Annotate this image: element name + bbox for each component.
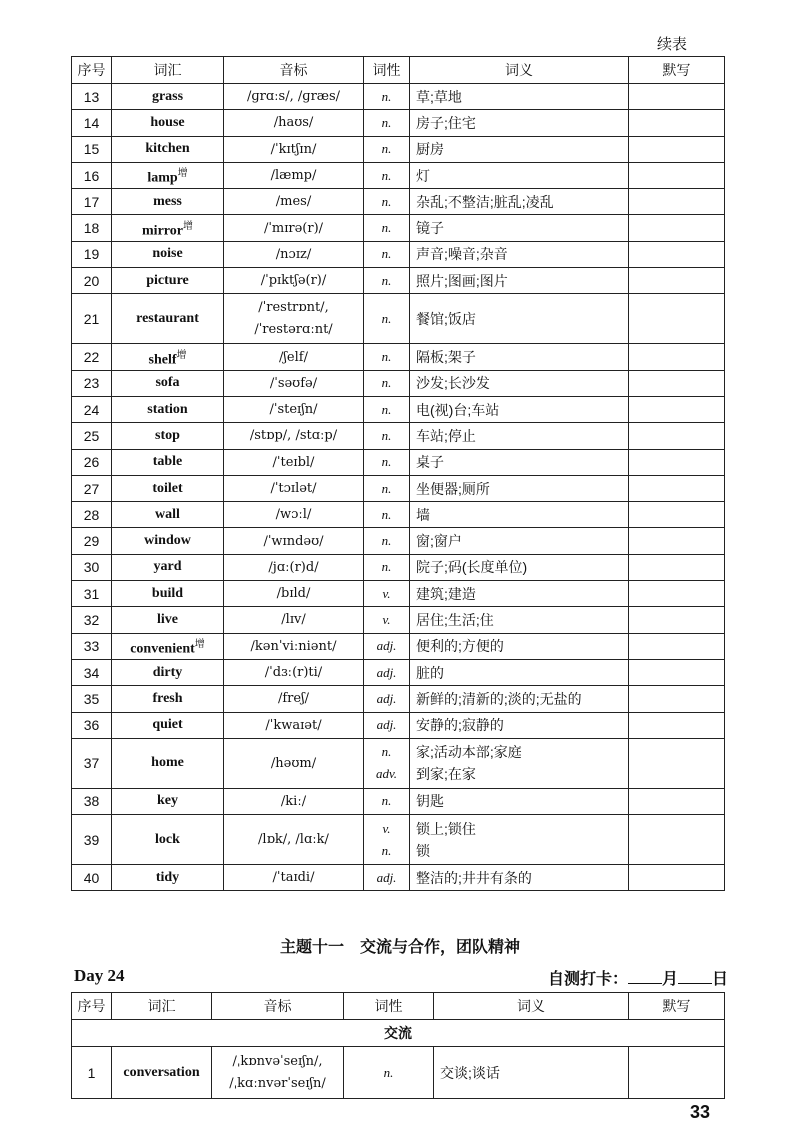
phonetic-line: /ˈrestrɒnt/, bbox=[258, 299, 329, 315]
word-cell bbox=[112, 554, 224, 580]
phonetic: /kiː/ bbox=[224, 788, 364, 814]
part-of-speech: n. bbox=[364, 268, 410, 294]
phonetic: /lɪv/ bbox=[224, 607, 364, 633]
row-number: 38 bbox=[72, 788, 112, 814]
part-of-speech: n. bbox=[364, 449, 410, 475]
page-number: 33 bbox=[690, 1102, 711, 1122]
check-in-label: 自测打卡： bbox=[548, 971, 629, 988]
meaning: 镜子 bbox=[410, 215, 629, 241]
table-row bbox=[72, 344, 725, 370]
word: lamp bbox=[147, 170, 178, 186]
table-row bbox=[72, 554, 725, 580]
table-row bbox=[72, 712, 725, 738]
meaning: 居住;生活;住 bbox=[410, 607, 629, 633]
word: convenient bbox=[130, 641, 195, 657]
part-of-speech: n. bbox=[364, 294, 410, 344]
dictation-cell[interactable] bbox=[629, 502, 725, 528]
word-cell bbox=[112, 502, 224, 528]
row-number: 35 bbox=[72, 686, 112, 712]
self-check-in bbox=[548, 966, 728, 989]
table-row bbox=[72, 528, 725, 554]
table-row bbox=[72, 189, 725, 215]
dictation-cell[interactable] bbox=[629, 607, 725, 633]
table-row bbox=[72, 84, 725, 110]
month-label: 月 bbox=[662, 971, 679, 988]
dictation-cell[interactable] bbox=[629, 110, 725, 136]
row-number: 39 bbox=[72, 815, 112, 865]
phonetic: /ˈsəʊfə/ bbox=[224, 370, 364, 396]
header-no: 序号 bbox=[72, 993, 112, 1020]
word: stop bbox=[155, 427, 180, 443]
part-of-speech: n. bbox=[364, 84, 410, 110]
new-word-mark: 增 bbox=[182, 220, 193, 232]
word: mess bbox=[153, 193, 182, 209]
word: station bbox=[147, 401, 188, 417]
part-of-speech: n. bbox=[364, 475, 410, 501]
row-number: 15 bbox=[72, 136, 112, 162]
word-cell bbox=[112, 633, 224, 659]
meaning: 墙 bbox=[410, 502, 629, 528]
day-blank[interactable] bbox=[678, 969, 712, 984]
header-no: 序号 bbox=[72, 57, 112, 84]
word-cell bbox=[112, 686, 224, 712]
word: kitchen bbox=[145, 141, 190, 157]
word-cell bbox=[112, 294, 224, 344]
part-of-speech-line: n. bbox=[381, 744, 392, 760]
table-row bbox=[72, 1047, 725, 1099]
part-of-speech-line: v. bbox=[382, 820, 391, 836]
part-of-speech: n. bbox=[364, 162, 410, 188]
meaning: 车站;停止 bbox=[410, 423, 629, 449]
meaning-line: 锁 bbox=[416, 842, 430, 859]
header-pos: 词性 bbox=[364, 57, 410, 84]
row-number: 19 bbox=[72, 241, 112, 267]
meaning: 餐馆;饭店 bbox=[410, 294, 629, 344]
meaning-line: 到家;在家 bbox=[416, 766, 476, 783]
row-number: 31 bbox=[72, 581, 112, 607]
word-cell bbox=[112, 738, 224, 788]
word-cell bbox=[112, 136, 224, 162]
word-cell bbox=[112, 110, 224, 136]
word-cell bbox=[112, 189, 224, 215]
phonetic: /bɪld/ bbox=[224, 581, 364, 607]
row-number: 21 bbox=[72, 294, 112, 344]
word: shelf bbox=[148, 352, 177, 368]
day-unit-label: 日 bbox=[712, 971, 729, 988]
part-of-speech: adj. bbox=[364, 659, 410, 685]
part-of-speech: v. bbox=[364, 581, 410, 607]
row-number: 32 bbox=[72, 607, 112, 633]
dictation-cell[interactable] bbox=[629, 449, 725, 475]
header-meaning: 词义 bbox=[410, 57, 629, 84]
continued-label: 续表 bbox=[657, 36, 688, 53]
table-row bbox=[72, 449, 725, 475]
dictation-cell[interactable] bbox=[629, 528, 725, 554]
phonetic bbox=[224, 294, 364, 344]
section-title: 主题十一 交流与合作，团队精神 bbox=[279, 939, 520, 956]
table-row bbox=[72, 581, 725, 607]
meaning: 草;草地 bbox=[410, 84, 629, 110]
meaning: 院子;码(长度单位) bbox=[410, 554, 629, 580]
dictation-cell[interactable] bbox=[629, 581, 725, 607]
phonetic: /ˈwɪndəʊ/ bbox=[224, 528, 364, 554]
row-number: 28 bbox=[72, 502, 112, 528]
part-of-speech: n. bbox=[364, 502, 410, 528]
table-row bbox=[72, 633, 725, 659]
new-word-mark: 增 bbox=[176, 349, 187, 361]
phonetic: /ˈtɔɪlət/ bbox=[224, 475, 364, 501]
new-word-mark: 增 bbox=[177, 168, 188, 180]
meaning: 安静的;寂静的 bbox=[410, 712, 629, 738]
row-number: 14 bbox=[72, 110, 112, 136]
meaning-line: 锁上;锁住 bbox=[416, 820, 476, 837]
row-number: 40 bbox=[72, 865, 112, 891]
category-row bbox=[72, 1020, 725, 1047]
word: fresh bbox=[152, 690, 183, 706]
phonetic: /wɔːl/ bbox=[224, 502, 364, 528]
meaning bbox=[410, 815, 629, 865]
word: conversation bbox=[123, 1064, 200, 1080]
word: house bbox=[150, 114, 185, 130]
phonetic bbox=[212, 1047, 344, 1099]
meaning: 灯 bbox=[410, 162, 629, 188]
table-row bbox=[72, 241, 725, 267]
table-row bbox=[72, 110, 725, 136]
word: mirror bbox=[142, 223, 183, 239]
row-number: 26 bbox=[72, 449, 112, 475]
dictation-cell[interactable] bbox=[629, 344, 725, 370]
word: tidy bbox=[155, 869, 180, 885]
part-of-speech bbox=[364, 815, 410, 865]
meaning bbox=[410, 738, 629, 788]
part-of-speech: n. bbox=[364, 396, 410, 422]
part-of-speech: adj. bbox=[364, 686, 410, 712]
phonetic: /ʃelf/ bbox=[224, 344, 364, 370]
dictation-cell[interactable] bbox=[629, 241, 725, 267]
dictation-cell[interactable] bbox=[629, 659, 725, 685]
word: live bbox=[157, 611, 178, 627]
meaning: 房子;住宅 bbox=[410, 110, 629, 136]
part-of-speech bbox=[364, 738, 410, 788]
part-of-speech: v. bbox=[364, 607, 410, 633]
word-cell bbox=[112, 84, 224, 110]
word: sofa bbox=[155, 375, 180, 391]
dictation-cell[interactable] bbox=[629, 788, 725, 814]
word-cell bbox=[112, 659, 224, 685]
word: home bbox=[151, 755, 184, 771]
word: picture bbox=[146, 272, 189, 288]
word-cell bbox=[112, 241, 224, 267]
part-of-speech: n. bbox=[364, 370, 410, 396]
dictation-cell[interactable] bbox=[629, 815, 725, 865]
header-phonetic: 音标 bbox=[212, 993, 344, 1020]
header-word: 词汇 bbox=[112, 993, 212, 1020]
vocabulary-table bbox=[71, 56, 725, 891]
new-word-mark: 增 bbox=[194, 638, 205, 650]
part-of-speech: n. bbox=[364, 136, 410, 162]
table-row bbox=[72, 865, 725, 891]
word: yard bbox=[153, 559, 182, 575]
phonetic-line: /ˈrestərɑːnt/ bbox=[254, 321, 333, 337]
day-label: Day 24 bbox=[74, 966, 125, 985]
word-cell bbox=[112, 268, 224, 294]
meaning: 照片;图画;图片 bbox=[410, 268, 629, 294]
meaning: 声音;噪音;杂音 bbox=[410, 241, 629, 267]
phonetic: /kənˈviːniənt/ bbox=[224, 633, 364, 659]
word: key bbox=[157, 793, 178, 809]
row-number: 29 bbox=[72, 528, 112, 554]
word-cell bbox=[112, 370, 224, 396]
word-cell bbox=[112, 815, 224, 865]
table-row bbox=[72, 370, 725, 396]
phonetic: /jɑː(r)d/ bbox=[224, 554, 364, 580]
phonetic-line: /ˌkɑːnvərˈseɪʃn/ bbox=[229, 1075, 326, 1091]
phonetic: /mes/ bbox=[224, 189, 364, 215]
table-row bbox=[72, 686, 725, 712]
dictation-cell[interactable] bbox=[629, 84, 725, 110]
part-of-speech: adj. bbox=[364, 865, 410, 891]
word-cell bbox=[112, 788, 224, 814]
part-of-speech: adj. bbox=[364, 712, 410, 738]
meaning: 新鲜的;清新的;淡的;无盐的 bbox=[410, 686, 629, 712]
dictation-cell[interactable] bbox=[629, 370, 725, 396]
dictation-cell[interactable] bbox=[629, 294, 725, 344]
row-number: 20 bbox=[72, 268, 112, 294]
part-of-speech: n. bbox=[364, 189, 410, 215]
table-row bbox=[72, 294, 725, 344]
phonetic: /ɡrɑːs/, /ɡræs/ bbox=[224, 84, 364, 110]
part-of-speech: n. bbox=[364, 423, 410, 449]
word: toilet bbox=[152, 480, 183, 496]
phonetic: /læmp/ bbox=[224, 162, 364, 188]
dictation-cell[interactable] bbox=[629, 633, 725, 659]
row-number: 27 bbox=[72, 475, 112, 501]
row-number: 17 bbox=[72, 189, 112, 215]
header-pos: 词性 bbox=[344, 993, 434, 1020]
meaning-line: 家;活动本部;家庭 bbox=[416, 744, 522, 761]
dictation-cell[interactable] bbox=[629, 396, 725, 422]
word-cell bbox=[112, 528, 224, 554]
row-number: 16 bbox=[72, 162, 112, 188]
meaning: 脏的 bbox=[410, 659, 629, 685]
part-of-speech: n. bbox=[364, 241, 410, 267]
word: window bbox=[144, 533, 191, 549]
table-row bbox=[72, 607, 725, 633]
meaning: 厨房 bbox=[410, 136, 629, 162]
phonetic-line: /ˌkɒnvəˈseɪʃn/, bbox=[232, 1053, 323, 1069]
word: lock bbox=[155, 831, 180, 847]
phonetic: /ˈmɪrə(r)/ bbox=[224, 215, 364, 241]
dictation-cell[interactable] bbox=[629, 475, 725, 501]
dictation-cell[interactable] bbox=[629, 189, 725, 215]
vocabulary-table-day24 bbox=[71, 992, 725, 1099]
header-dictation: 默写 bbox=[629, 57, 725, 84]
row-number: 13 bbox=[72, 84, 112, 110]
table-row bbox=[72, 502, 725, 528]
meaning: 钥匙 bbox=[410, 788, 629, 814]
row-number: 36 bbox=[72, 712, 112, 738]
table-header-row bbox=[72, 993, 725, 1020]
header-word: 词汇 bbox=[112, 57, 224, 84]
word: restaurant bbox=[136, 310, 199, 326]
header-phonetic: 音标 bbox=[224, 57, 364, 84]
word: grass bbox=[151, 88, 184, 104]
meaning: 桌子 bbox=[410, 449, 629, 475]
table-row bbox=[72, 268, 725, 294]
phonetic: /ˈkɪtʃɪn/ bbox=[224, 136, 364, 162]
header-dictation: 默写 bbox=[629, 993, 725, 1020]
part-of-speech: n. bbox=[344, 1047, 434, 1099]
month-blank[interactable] bbox=[628, 969, 662, 984]
word-cell bbox=[112, 423, 224, 449]
table-row bbox=[72, 215, 725, 241]
table-row bbox=[72, 788, 725, 814]
word: dirty bbox=[152, 664, 183, 680]
meaning: 杂乱;不整洁;脏乱;凌乱 bbox=[410, 189, 629, 215]
meaning: 整洁的;井井有条的 bbox=[410, 865, 629, 891]
meaning: 窗;窗户 bbox=[410, 528, 629, 554]
meaning: 沙发;长沙发 bbox=[410, 370, 629, 396]
part-of-speech: n. bbox=[364, 344, 410, 370]
dictation-cell[interactable] bbox=[629, 865, 725, 891]
phonetic: /ˈsteɪʃn/ bbox=[224, 396, 364, 422]
word-cell bbox=[112, 607, 224, 633]
dictation-cell[interactable] bbox=[629, 738, 725, 788]
table-row bbox=[72, 396, 725, 422]
word: build bbox=[151, 585, 184, 601]
phonetic: /həʊm/ bbox=[224, 738, 364, 788]
word-cell bbox=[112, 344, 224, 370]
word: wall bbox=[155, 506, 180, 522]
dictation-cell[interactable] bbox=[629, 162, 725, 188]
part-of-speech: adj. bbox=[364, 633, 410, 659]
word: quiet bbox=[152, 717, 183, 733]
dictation-cell[interactable] bbox=[629, 268, 725, 294]
meaning: 便利的;方便的 bbox=[410, 633, 629, 659]
word-cell bbox=[112, 712, 224, 738]
part-of-speech: n. bbox=[364, 554, 410, 580]
table-row bbox=[72, 136, 725, 162]
phonetic: /ˈdɜː(r)ti/ bbox=[224, 659, 364, 685]
row-number: 1 bbox=[72, 1047, 112, 1099]
word-cell bbox=[112, 581, 224, 607]
word-cell bbox=[112, 396, 224, 422]
word-cell bbox=[112, 449, 224, 475]
row-number: 33 bbox=[72, 633, 112, 659]
table-row bbox=[72, 475, 725, 501]
phonetic: /ˈpɪktʃə(r)/ bbox=[224, 268, 364, 294]
row-number: 24 bbox=[72, 396, 112, 422]
row-number: 34 bbox=[72, 659, 112, 685]
table-row bbox=[72, 738, 725, 788]
phonetic: /ˈtaɪdi/ bbox=[224, 865, 364, 891]
word-cell bbox=[112, 1047, 212, 1099]
meaning: 隔板;架子 bbox=[410, 344, 629, 370]
word-cell bbox=[112, 215, 224, 241]
table-row bbox=[72, 423, 725, 449]
phonetic: /ˈkwaɪət/ bbox=[224, 712, 364, 738]
dictation-cell[interactable] bbox=[629, 136, 725, 162]
word: table bbox=[152, 454, 183, 470]
meaning: 交谈;谈话 bbox=[434, 1047, 629, 1099]
dictation-cell[interactable] bbox=[629, 1047, 725, 1099]
meaning: 电(视)台;车站 bbox=[410, 396, 629, 422]
word-cell bbox=[112, 162, 224, 188]
row-number: 18 bbox=[72, 215, 112, 241]
dictation-cell[interactable] bbox=[629, 712, 725, 738]
row-number: 22 bbox=[72, 344, 112, 370]
phonetic: /stɒp/, /stɑːp/ bbox=[224, 423, 364, 449]
dictation-cell[interactable] bbox=[629, 215, 725, 241]
phonetic: /haʊs/ bbox=[224, 110, 364, 136]
phonetic: /lɒk/, /lɑːk/ bbox=[224, 815, 364, 865]
phonetic: /freʃ/ bbox=[224, 686, 364, 712]
header-meaning: 词义 bbox=[434, 993, 629, 1020]
row-number: 25 bbox=[72, 423, 112, 449]
word-cell bbox=[112, 475, 224, 501]
dictation-cell[interactable] bbox=[629, 423, 725, 449]
part-of-speech-line: adv. bbox=[375, 766, 398, 782]
meaning: 建筑;建造 bbox=[410, 581, 629, 607]
part-of-speech-line: n. bbox=[381, 842, 392, 858]
table-row bbox=[72, 815, 725, 865]
word: noise bbox=[152, 246, 183, 262]
table-row bbox=[72, 659, 725, 685]
category-label: 交流 bbox=[72, 1020, 725, 1047]
word-cell bbox=[112, 865, 224, 891]
dictation-cell[interactable] bbox=[629, 686, 725, 712]
table-row bbox=[72, 162, 725, 188]
dictation-cell[interactable] bbox=[629, 554, 725, 580]
row-number: 30 bbox=[72, 554, 112, 580]
part-of-speech: n. bbox=[364, 110, 410, 136]
phonetic: /nɔɪz/ bbox=[224, 241, 364, 267]
part-of-speech: n. bbox=[364, 788, 410, 814]
row-number: 23 bbox=[72, 370, 112, 396]
meaning: 坐便器;厕所 bbox=[410, 475, 629, 501]
row-number: 37 bbox=[72, 738, 112, 788]
phonetic: /ˈteɪbl/ bbox=[224, 449, 364, 475]
part-of-speech: n. bbox=[364, 528, 410, 554]
part-of-speech: n. bbox=[364, 215, 410, 241]
table-header-row bbox=[72, 57, 725, 84]
